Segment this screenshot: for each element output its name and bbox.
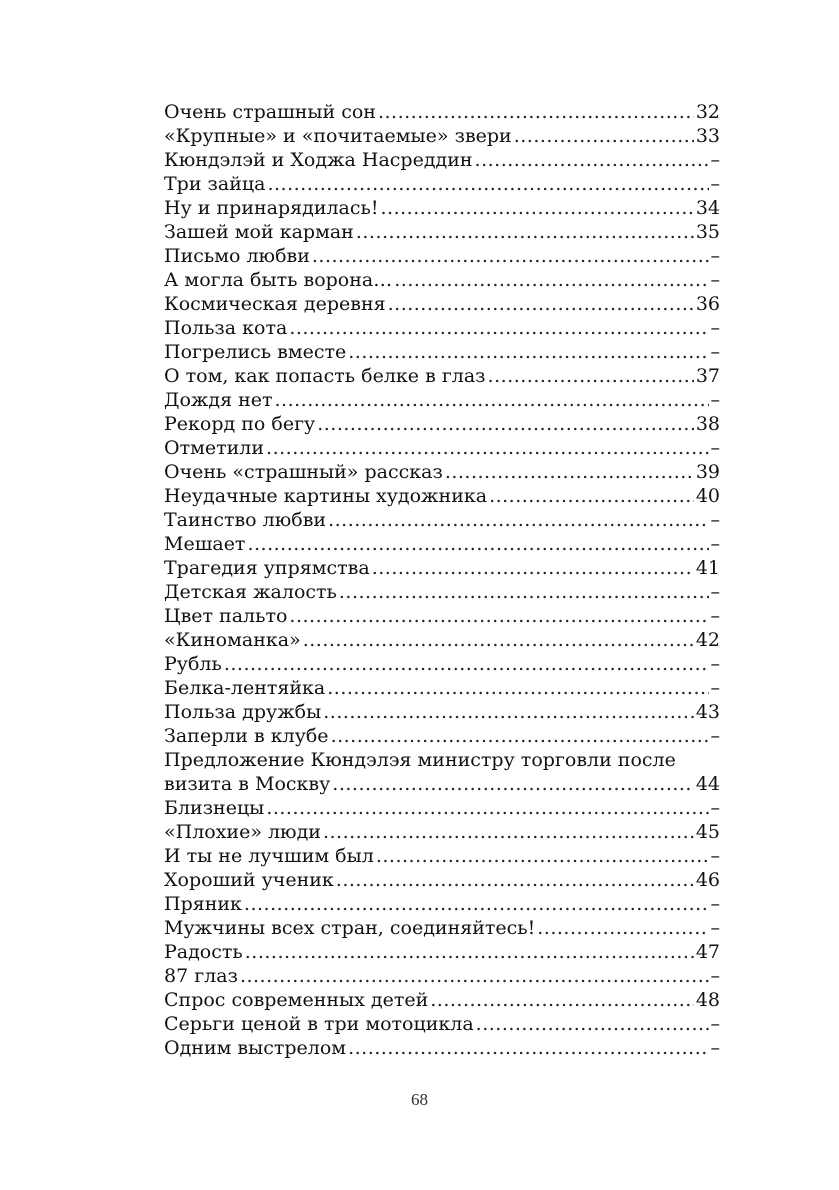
leader-dots xyxy=(327,676,708,700)
leader-dots xyxy=(372,556,694,580)
leader-dots xyxy=(537,916,708,940)
toc-entry-title: Одним выстрелом xyxy=(164,1037,347,1059)
toc-entry-page: 46 xyxy=(695,869,720,891)
toc-entry xyxy=(164,508,720,532)
toc-entry xyxy=(164,292,720,316)
toc-entry-page: 33 xyxy=(695,125,720,147)
toc-entry xyxy=(164,868,720,892)
toc-entry xyxy=(164,436,720,460)
toc-entry xyxy=(164,244,720,268)
toc-entry-page: 45 xyxy=(695,821,720,843)
toc-entry xyxy=(164,316,720,340)
toc-entry xyxy=(164,964,720,988)
toc-entry-title: Очень «страшный» рассказ xyxy=(164,461,443,483)
toc-entry-title: Космическая деревня xyxy=(164,293,386,315)
toc-entry xyxy=(164,196,720,220)
toc-entry-title: И ты не лучшим был xyxy=(164,845,374,867)
toc-entry-title: Рубль xyxy=(164,653,222,675)
leader-dots xyxy=(289,316,708,340)
leader-dots xyxy=(339,580,709,604)
leader-dots xyxy=(323,700,694,724)
leader-dots xyxy=(266,796,708,820)
toc-entry-page: – xyxy=(710,797,720,819)
toc-entry-page: 47 xyxy=(695,941,720,963)
leader-dots xyxy=(275,388,709,412)
toc-entry-title: Зашей мой карман xyxy=(164,221,354,243)
toc-entry-page: – xyxy=(710,605,720,627)
leader-dots xyxy=(332,772,694,796)
leader-dots xyxy=(489,484,694,508)
leader-dots xyxy=(247,532,708,556)
toc-entry-page: – xyxy=(710,341,720,363)
toc-entry-title: Польза дружбы xyxy=(164,701,322,723)
toc-entry xyxy=(164,268,720,292)
toc-entry xyxy=(164,100,720,124)
toc-entry-title: Рекорд по бегу xyxy=(164,413,316,435)
toc-entry-title: Детская жалость xyxy=(164,581,337,603)
toc-entry xyxy=(164,148,720,172)
toc-entry-page: 41 xyxy=(695,557,720,579)
toc-entry-title: Дождя нет xyxy=(164,389,273,411)
page-number: 68 xyxy=(411,1090,428,1109)
toc-entry-title: Письмо любви xyxy=(164,245,310,267)
toc-entry xyxy=(164,652,720,676)
leader-dots xyxy=(348,340,708,364)
toc-entry-page: – xyxy=(710,725,720,747)
toc-entry-title: Пряник xyxy=(164,893,242,915)
leader-dots xyxy=(312,244,709,268)
toc-entry-page: 32 xyxy=(695,101,720,123)
toc-entry xyxy=(164,172,720,196)
leader-dots xyxy=(336,868,694,892)
toc-entry-title: А могла быть ворона… xyxy=(164,269,393,291)
toc-entry-page: – xyxy=(710,677,720,699)
toc-entry-page: – xyxy=(710,509,720,531)
toc-entry-page: – xyxy=(710,317,720,339)
toc-entry-page: – xyxy=(710,917,720,939)
toc-entry xyxy=(164,340,720,364)
toc-entry-title: Кюндэлэй и Ходжа Насреддин xyxy=(164,149,473,171)
toc-entry-page: – xyxy=(710,245,720,267)
toc-entry xyxy=(164,820,720,844)
leader-dots xyxy=(475,148,709,172)
toc-entry-page: – xyxy=(710,269,720,291)
toc-entry-page: 36 xyxy=(695,293,720,315)
toc-entry-title: Отметили xyxy=(164,437,265,459)
toc-entry-page: 42 xyxy=(695,629,720,651)
toc-entry-page: 48 xyxy=(695,989,720,1011)
toc-entry-title: Мешает xyxy=(164,533,246,555)
toc-entry-title-line1: Предложение Кюндэлэя министру торговли после xyxy=(164,749,676,771)
toc-entry xyxy=(164,1036,720,1060)
toc-entry xyxy=(164,604,720,628)
toc-entry-title: Радость xyxy=(164,941,243,963)
table-of-contents xyxy=(164,100,720,1060)
toc-entry-page: – xyxy=(710,965,720,987)
leader-dots xyxy=(514,124,694,148)
toc-entry xyxy=(164,124,720,148)
toc-entry-title: Мужчины всех стран, соединяйтесь! xyxy=(164,917,536,939)
leader-dots xyxy=(348,1036,708,1060)
toc-entry-multiline xyxy=(164,748,720,796)
toc-entry xyxy=(164,892,720,916)
toc-entry-title: Погрелись вместе xyxy=(164,341,347,363)
leader-dots xyxy=(224,652,709,676)
leader-dots xyxy=(445,460,694,484)
toc-entry-page: – xyxy=(710,893,720,915)
toc-entry xyxy=(164,460,720,484)
toc-entry xyxy=(164,388,720,412)
leader-dots xyxy=(323,820,694,844)
toc-entry xyxy=(164,1012,720,1036)
leader-dots xyxy=(245,940,694,964)
toc-entry-page: – xyxy=(710,389,720,411)
leader-dots xyxy=(244,892,709,916)
toc-entry xyxy=(164,724,720,748)
leader-dots xyxy=(394,268,708,292)
leader-dots xyxy=(378,100,694,124)
toc-entry xyxy=(164,940,720,964)
toc-entry-title: Польза кота xyxy=(164,317,288,339)
toc-entry xyxy=(164,676,720,700)
toc-entry-title: Три зайца xyxy=(164,173,266,195)
toc-entry-title: Спрос современных детей xyxy=(164,989,429,1011)
leader-dots xyxy=(381,196,694,220)
toc-entry xyxy=(164,988,720,1012)
toc-entry-page: – xyxy=(710,149,720,171)
leader-dots xyxy=(289,604,708,628)
toc-entry-title: Белка-лентяйка xyxy=(164,677,326,699)
toc-entry-title: Цвет пальто xyxy=(164,605,288,627)
toc-entry xyxy=(164,484,720,508)
toc-entry-title: Очень страшный сон xyxy=(164,101,376,123)
toc-entry-title: 87 глаз xyxy=(164,965,238,987)
leader-dots xyxy=(430,988,694,1012)
toc-entry-page: – xyxy=(710,437,720,459)
toc-entry xyxy=(164,412,720,436)
toc-entry-title: Ну и принарядилась! xyxy=(164,197,379,219)
toc-entry xyxy=(164,916,720,940)
leader-dots xyxy=(331,724,709,748)
leader-dots xyxy=(240,964,709,988)
toc-entry xyxy=(164,532,720,556)
toc-entry-title: Близнецы xyxy=(164,797,265,819)
toc-entry xyxy=(164,844,720,868)
toc-entry xyxy=(164,220,720,244)
toc-entry-title: Таинство любви xyxy=(164,509,327,531)
toc-entry-page: – xyxy=(710,581,720,603)
toc-entry-title: О том, как попасть белке в глаз xyxy=(164,365,486,387)
leader-dots xyxy=(317,412,694,436)
toc-entry xyxy=(164,700,720,724)
toc-entry-page: – xyxy=(710,653,720,675)
leader-dots xyxy=(267,172,708,196)
toc-entry-title: Трагедия упрямства xyxy=(164,557,370,579)
leader-dots xyxy=(488,364,694,388)
toc-entry-page: 37 xyxy=(695,365,720,387)
toc-entry-page: 40 xyxy=(695,485,720,507)
leader-dots xyxy=(476,1012,709,1036)
toc-entry-page: 38 xyxy=(695,413,720,435)
toc-entry-title: Серьги ценой в три мотоцикла xyxy=(164,1013,474,1035)
toc-entry-title: «Плохие» люди xyxy=(164,821,321,843)
leader-dots xyxy=(266,436,708,460)
toc-entry-page: 39 xyxy=(695,461,720,483)
toc-entry-title: «Киноманка» xyxy=(164,629,301,651)
leader-dots xyxy=(303,628,694,652)
toc-entry-title: «Крупные» и «почитаемые» звери xyxy=(164,125,512,147)
toc-entry-page: – xyxy=(710,845,720,867)
toc-entry-title-line2: визита в Москву xyxy=(164,773,331,795)
toc-entry-page: 34 xyxy=(695,197,720,219)
toc-entry-page: – xyxy=(710,173,720,195)
leader-dots xyxy=(356,220,694,244)
toc-entry-line2 xyxy=(164,772,720,796)
toc-entry-title: Заперли в клубе xyxy=(164,725,329,747)
leader-dots xyxy=(328,508,708,532)
toc-entry-page: – xyxy=(710,1037,720,1059)
toc-entry-page: – xyxy=(710,1013,720,1035)
toc-entry-page: – xyxy=(710,533,720,555)
toc-entry-page: 35 xyxy=(695,221,720,243)
toc-entry xyxy=(164,364,720,388)
toc-entry xyxy=(164,796,720,820)
leader-dots xyxy=(376,844,709,868)
toc-entry xyxy=(164,556,720,580)
toc-entry xyxy=(164,628,720,652)
leader-dots xyxy=(388,292,694,316)
toc-entry-page: 44 xyxy=(695,773,720,795)
toc-entry-title: Неудачные картины художника xyxy=(164,485,488,507)
toc-entry-title: Хороший ученик xyxy=(164,869,334,891)
toc-entry xyxy=(164,580,720,604)
toc-entry-page: 43 xyxy=(695,701,720,723)
